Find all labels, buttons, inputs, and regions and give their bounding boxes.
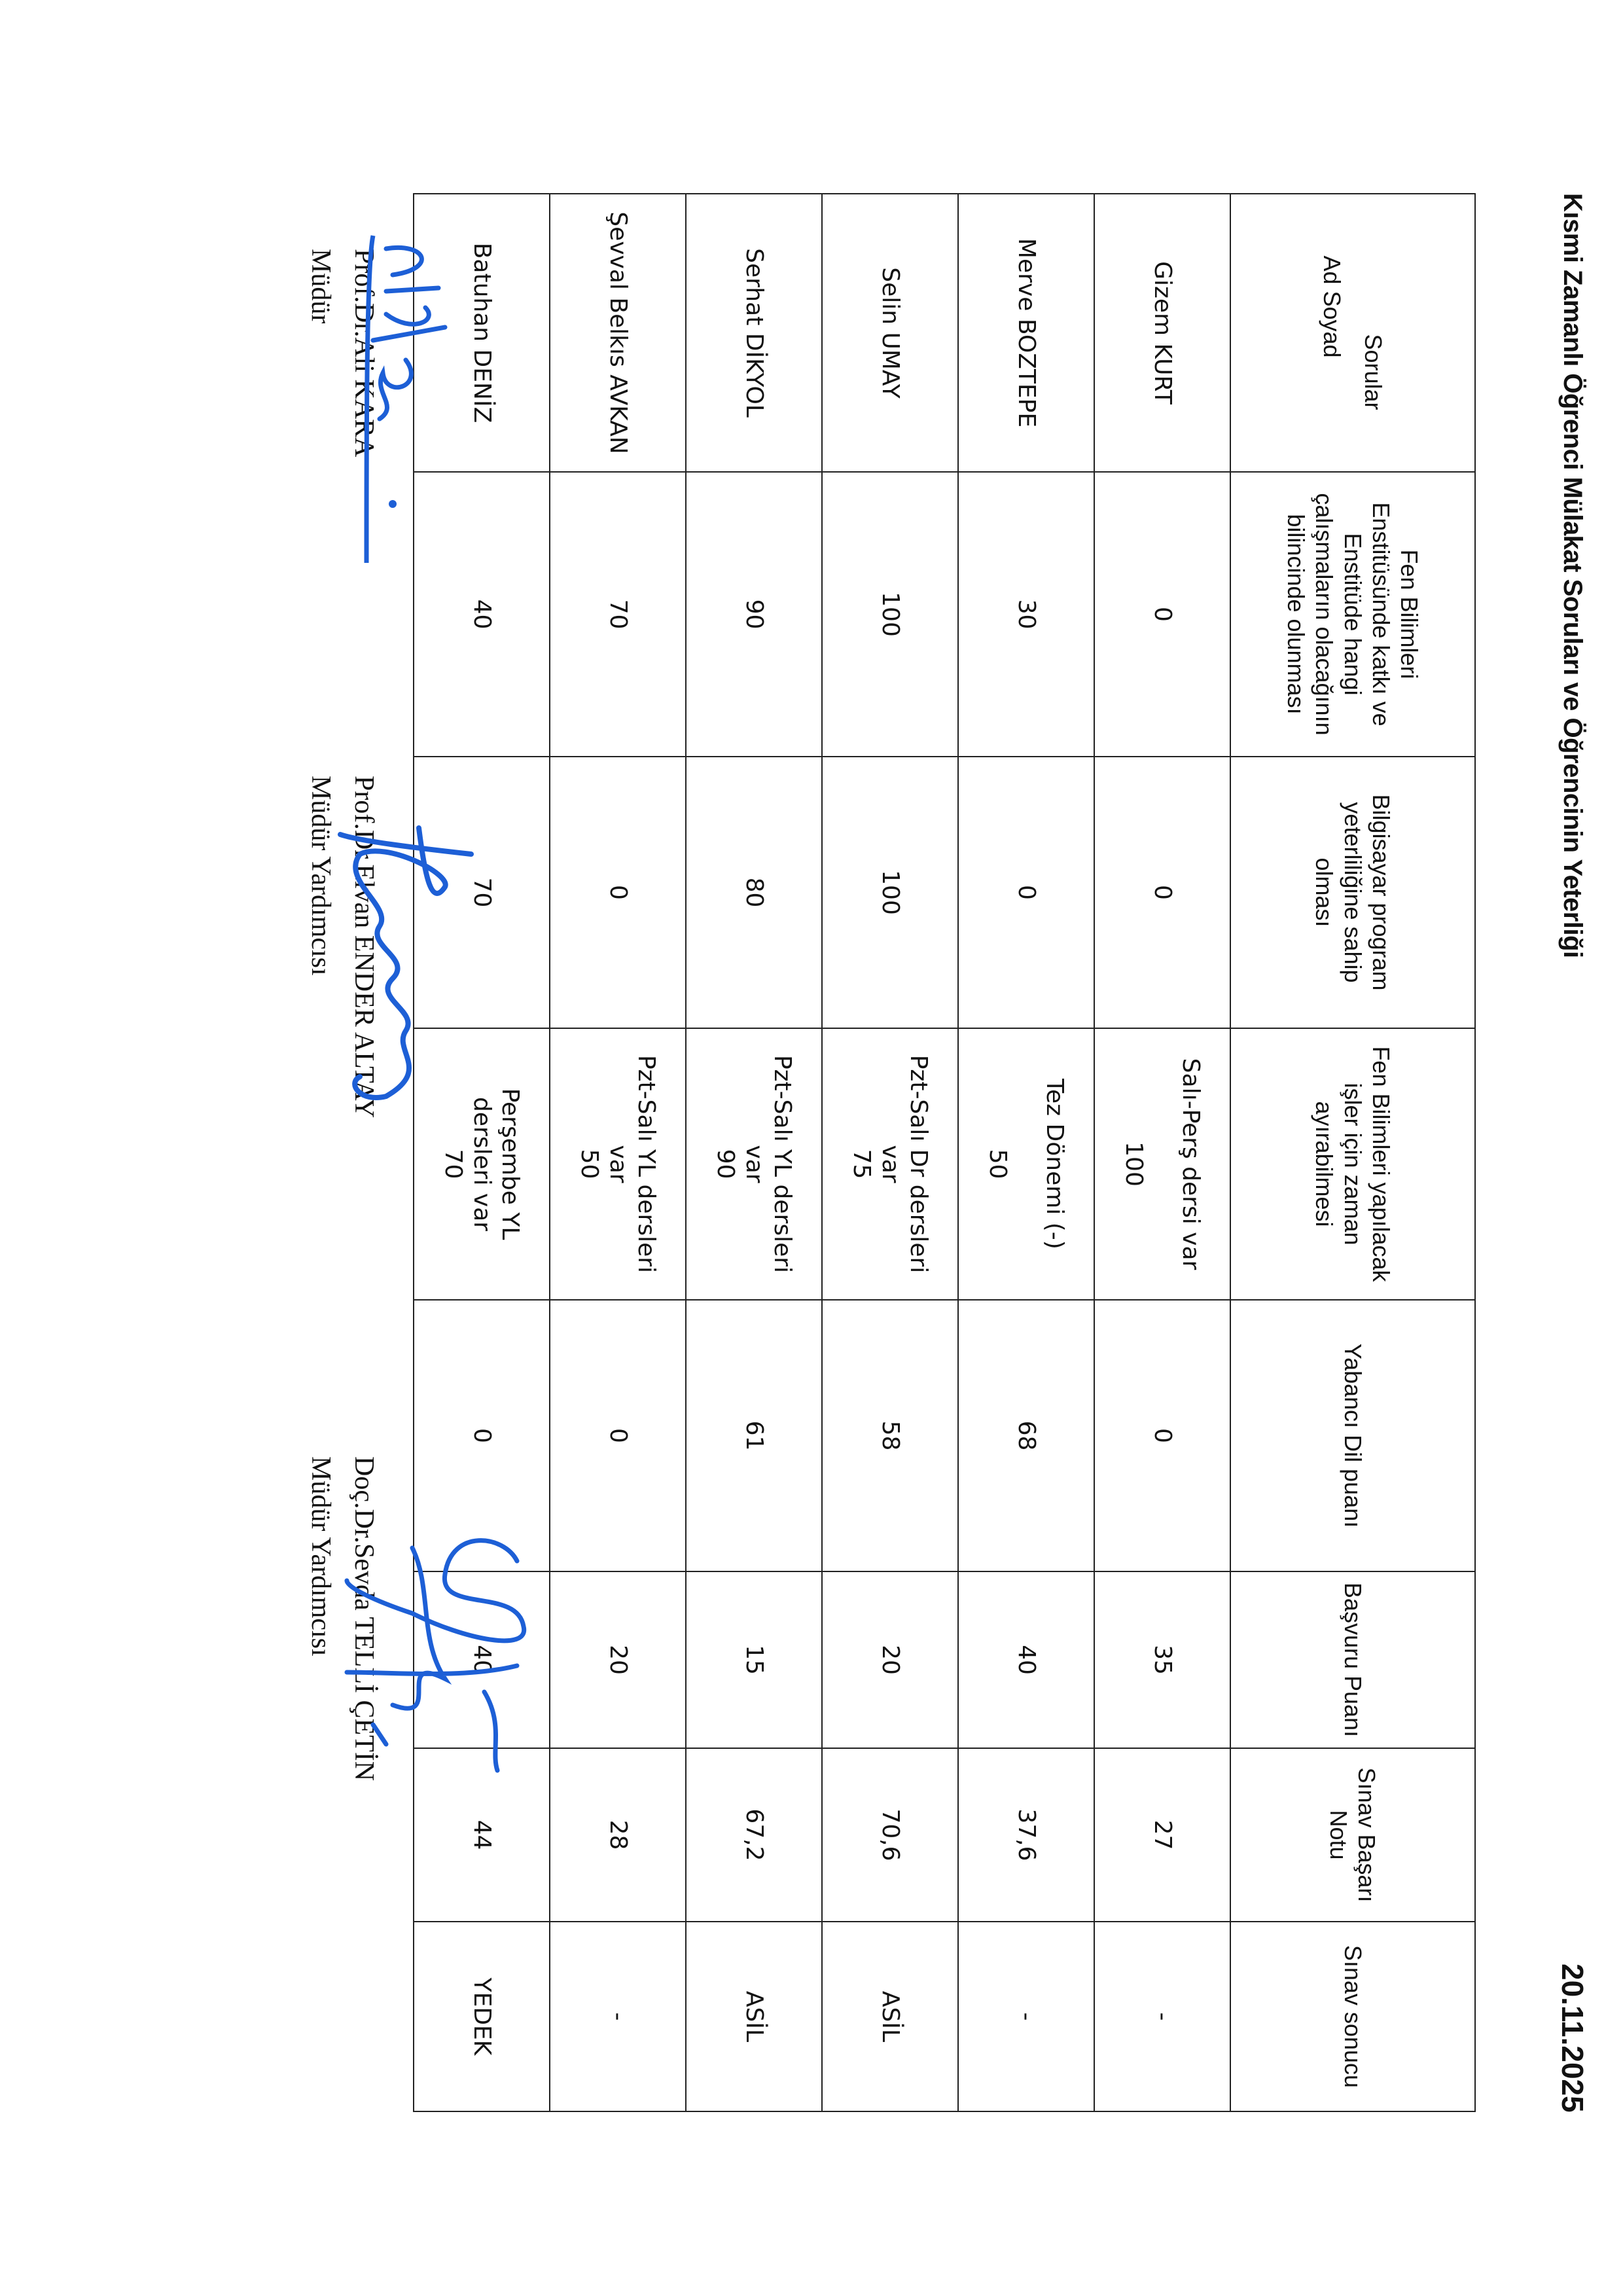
language-score-cell: 0 — [1094, 1300, 1230, 1571]
language-score-cell: 0 — [550, 1300, 686, 1571]
column-header-contribution: Fen Bilimleri Enstitüsünde katkı ve Enstitüde hangi çalışmaların olacağının bilincinde olunması — [1230, 472, 1475, 757]
signer-name: Doç.Dr.Sevda TELLİ ÇETİN — [349, 1456, 379, 1782]
applicant-name-cell: Serhat DİKYOL — [686, 194, 822, 472]
signer-role: Müdür Yardımcısı — [306, 1456, 336, 1657]
exam-result-cell: ASİL — [822, 1922, 958, 2111]
availability-note: Pzt-Salı YL dersleri — [632, 1054, 660, 1274]
column-header-application-score: Başvuru Puanı — [1230, 1571, 1475, 1748]
application-score-cell: 35 — [1094, 1571, 1230, 1748]
availability-note — [1012, 1038, 1040, 1290]
availability-note: Tez Dönemi (-) — [1041, 1079, 1068, 1249]
table-row — [822, 194, 958, 2111]
availability-note: Salı-Perş dersi var — [1177, 1058, 1204, 1270]
applicant-name-cell: Selin UMAY — [822, 194, 958, 472]
table-row — [958, 194, 1094, 2111]
column-header-exam-result: Sınav sonucu — [1230, 1922, 1475, 2111]
computer-score-cell: 0 — [958, 757, 1094, 1028]
availability-note: Perşembe YL — [496, 1088, 524, 1240]
language-score-cell: 0 — [414, 1300, 550, 1571]
corner-header-cell — [1230, 194, 1475, 472]
applicant-name-cell: Şevval Belkıs AVKAN — [550, 194, 686, 472]
application-score-cell: 20 — [822, 1571, 958, 1748]
contribution-score-cell: 30 — [958, 472, 1094, 757]
signer-name: Prof.Dr.Ali KARA — [349, 249, 379, 457]
availability-note: var — [740, 1145, 768, 1183]
contribution-score-cell: 100 — [822, 472, 958, 757]
availability-note: Pzt-Salı YL dersleri — [768, 1054, 796, 1274]
exam-grade-cell: 44 — [414, 1748, 550, 1922]
availability-note — [1148, 1038, 1176, 1290]
column-header-availability: Fen Bilimleri yapılacak işler için zaman ayırabilmesi — [1230, 1028, 1475, 1300]
availability-note: Pzt-Salı Dr dersleri — [904, 1054, 932, 1274]
signature-block-deputy-1 — [305, 776, 380, 1118]
availability-note: dersleri var — [468, 1096, 495, 1232]
application-score-cell: 40 — [958, 1571, 1094, 1748]
computer-score-cell: 100 — [822, 757, 958, 1028]
column-header-computer-skills: Bilgisayar program yeterliliğine sahip olması — [1230, 757, 1475, 1028]
table-row — [1094, 194, 1230, 2111]
document-date: 20.11.2025 — [1556, 1964, 1590, 2113]
questions-label: Sorular — [1360, 334, 1387, 410]
signer-role: Müdür Yardımcısı — [306, 776, 336, 976]
availability-cell — [822, 1028, 958, 1300]
availability-note: var — [876, 1145, 904, 1183]
language-score-cell: 61 — [686, 1300, 822, 1571]
contribution-score-cell: 90 — [686, 472, 822, 757]
handwritten-signature-icon — [334, 1509, 543, 1784]
header-row — [1230, 194, 1475, 2111]
applicant-name-cell: Gizem KURT — [1094, 194, 1230, 472]
contribution-score-cell: 70 — [550, 472, 686, 757]
handwritten-signature-icon — [308, 815, 491, 1116]
availability-score: 50 — [984, 1149, 1012, 1179]
application-score-cell: 15 — [686, 1571, 822, 1748]
exam-grade-cell: 37,6 — [958, 1748, 1094, 1922]
availability-cell — [1094, 1028, 1230, 1300]
availability-score: 70 — [440, 1149, 467, 1179]
availability-cell — [550, 1028, 686, 1300]
table-row — [686, 194, 822, 2111]
handwritten-signature-icon — [314, 229, 465, 569]
contribution-score-cell: 40 — [414, 472, 550, 757]
applicant-name-cell: Batuhan DENİZ — [414, 194, 550, 472]
availability-score: 90 — [712, 1149, 740, 1179]
computer-score-cell: 0 — [1094, 757, 1230, 1028]
availability-cell — [686, 1028, 822, 1300]
availability-note: var — [604, 1145, 632, 1183]
computer-score-cell: 0 — [550, 757, 686, 1028]
exam-result-cell: - — [550, 1922, 686, 2111]
availability-cell — [958, 1028, 1094, 1300]
exam-grade-cell: 27 — [1094, 1748, 1230, 1922]
exam-result-cell: YEDEK — [414, 1922, 550, 2111]
computer-score-cell: 80 — [686, 757, 822, 1028]
table-row — [550, 194, 686, 2111]
application-score-cell: 20 — [550, 1571, 686, 1748]
language-score-cell: 58 — [822, 1300, 958, 1571]
exam-result-cell: ASİL — [686, 1922, 822, 2111]
computer-score-cell: 70 — [414, 757, 550, 1028]
exam-grade-cell: 28 — [550, 1748, 686, 1922]
column-header-exam-grade: Sınav Başarı Notu — [1230, 1748, 1475, 1922]
availability-score: 75 — [848, 1149, 876, 1179]
signer-role: Müdür — [306, 249, 336, 324]
column-header-language-score: Yabancı Dil puanı — [1230, 1300, 1475, 1571]
availability-score: 100 — [1120, 1141, 1148, 1187]
page-title: Kısmi Zamanlı Öğrenci Mülakat Soruları ve Öğrencinin Yeterliği — [1558, 193, 1587, 958]
applicant-name-cell: Merve BOZTEPE — [958, 194, 1094, 472]
availability-score: 50 — [576, 1149, 603, 1179]
exam-grade-cell: 70,6 — [822, 1748, 958, 1922]
signature-block-director — [305, 249, 380, 457]
interview-table — [413, 193, 1476, 2112]
signer-name: Prof.Dr.Elvan ENDER ALTAY — [349, 776, 379, 1119]
application-score-cell: 40 — [414, 1571, 550, 1748]
contribution-score-cell: 0 — [1094, 472, 1230, 757]
language-score-cell: 68 — [958, 1300, 1094, 1571]
name-column-label: Ad Soyad — [1319, 255, 1346, 358]
exam-result-cell: - — [1094, 1922, 1230, 2111]
exam-grade-cell: 67,2 — [686, 1748, 822, 1922]
signature-block-deputy-2 — [305, 1456, 380, 1781]
exam-result-cell: - — [958, 1922, 1094, 2111]
